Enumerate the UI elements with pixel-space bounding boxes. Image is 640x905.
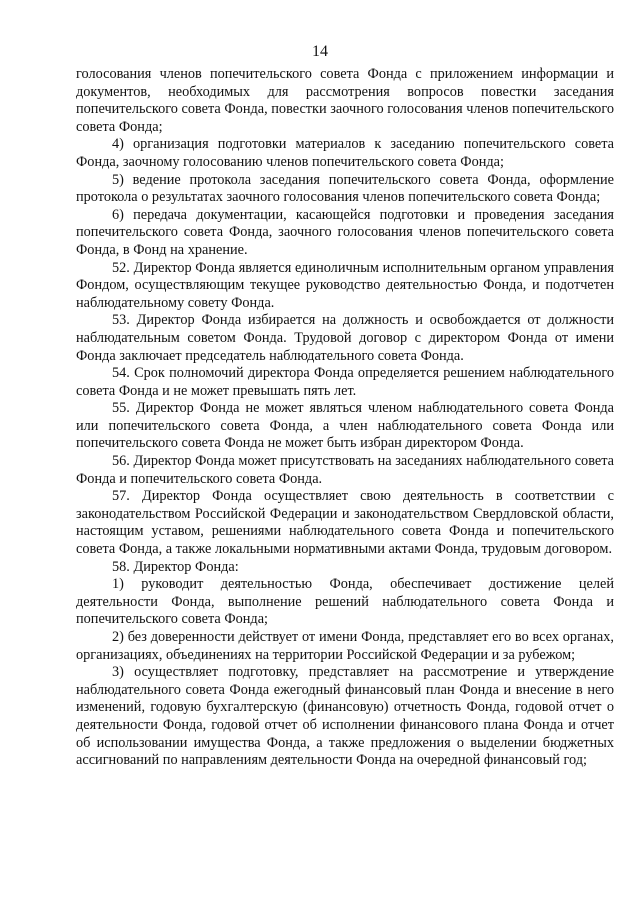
list-item-6: 6) передача документации, касающейся подготовки и проведения заседания попечительского совета Фонда, заочного голосования членов попечительского совета Фонда, в Фонд на хранение.	[76, 206, 614, 258]
clause-52: 52. Директор Фонда является единоличным исполнительным органом управления Фондом, осуществляющим текущее руководство деятельностью Фонда, и подотчетен наблюдательному совету Фонда.	[76, 259, 614, 311]
clause-58-item-1: 1) руководит деятельностью Фонда, обеспечивает достижение целей деятельности Фонда, выполнение решений наблюдательного совета Фонда и попечительского совета Фонда;	[76, 576, 614, 628]
clause-58-item-2: 2) без доверенности действует от имени Фонда, представляет его во всех органах, организациях, объединениях на территории Российской Федерации и за рубежом;	[76, 629, 614, 663]
clause-58-heading: 58. Директор Фонда:	[112, 558, 239, 575]
document-body	[76, 66, 614, 770]
list-item-4: 4) организация подготовки материалов к заседанию попечительского совета Фонда, заочному голосованию членов попечительского совета Фонда;	[76, 136, 614, 170]
clause-55: 55. Директор Фонда не может являться членом наблюдательного совета Фонда или попечительского совета Фонда, а член наблюдательного совета Фонда или попечительского совета Фонда не может быть избран директором Фонда.	[76, 400, 614, 452]
list-item-5: 5) ведение протокола заседания попечительского совета Фонда, оформление протокола о результатах заочного голосования членов попечительского совета Фонда;	[76, 171, 614, 206]
clause-58-item-3: 3) осуществляет подготовку, представляет на рассмотрение и утверждение наблюдательного совета Фонда ежегодный финансовый план Фонда и внесение в него изменений, годовую бухгалтерскую (финансовую) отчетность Фонда, годовой отчет о деятельности Фонда, годовой отчет об исполнении финансового плана Фонда и отчет об использовании имущества Фонда, а также предложения о выделении бюджетных ассигнований по направлениям деятельности Фонда на очередной финансовый год;	[76, 664, 614, 769]
page-number: 14	[312, 43, 328, 60]
paragraph-continuation: голосования членов попечительского совета Фонда с приложением информации и документов, необходимых для рассмотрения вопросов повестки заседания попечительского совета Фонда, повестки заочного голосования членов попечительского совета Фонда;	[76, 66, 614, 135]
clause-56: 56. Директор Фонда может присутствовать на заседаниях наблюдательного совета Фонда и попечительского совета Фонда.	[76, 453, 614, 487]
clause-57: 57. Директор Фонда осуществляет свою деятельность в соответствии с законодательством Российской Федерации и законодательством Свердловской области, настоящим уставом, решениями наблюдательного совета Фонда и попечительского совета Фонда, а также локальными нормативными актами Фонда, трудовым договором.	[76, 488, 614, 558]
clause-54: 54. Срок полномочий директора Фонда определяется решением наблюдательного совета Фонда и не может превышать пять лет.	[76, 365, 614, 399]
clause-53: 53. Директор Фонда избирается на должность и освобождается от должности наблюдательным советом Фонда. Трудовой договор с директором Фонда от имени Фонда заключает председатель наблюдательного совета Фонда.	[76, 312, 614, 364]
